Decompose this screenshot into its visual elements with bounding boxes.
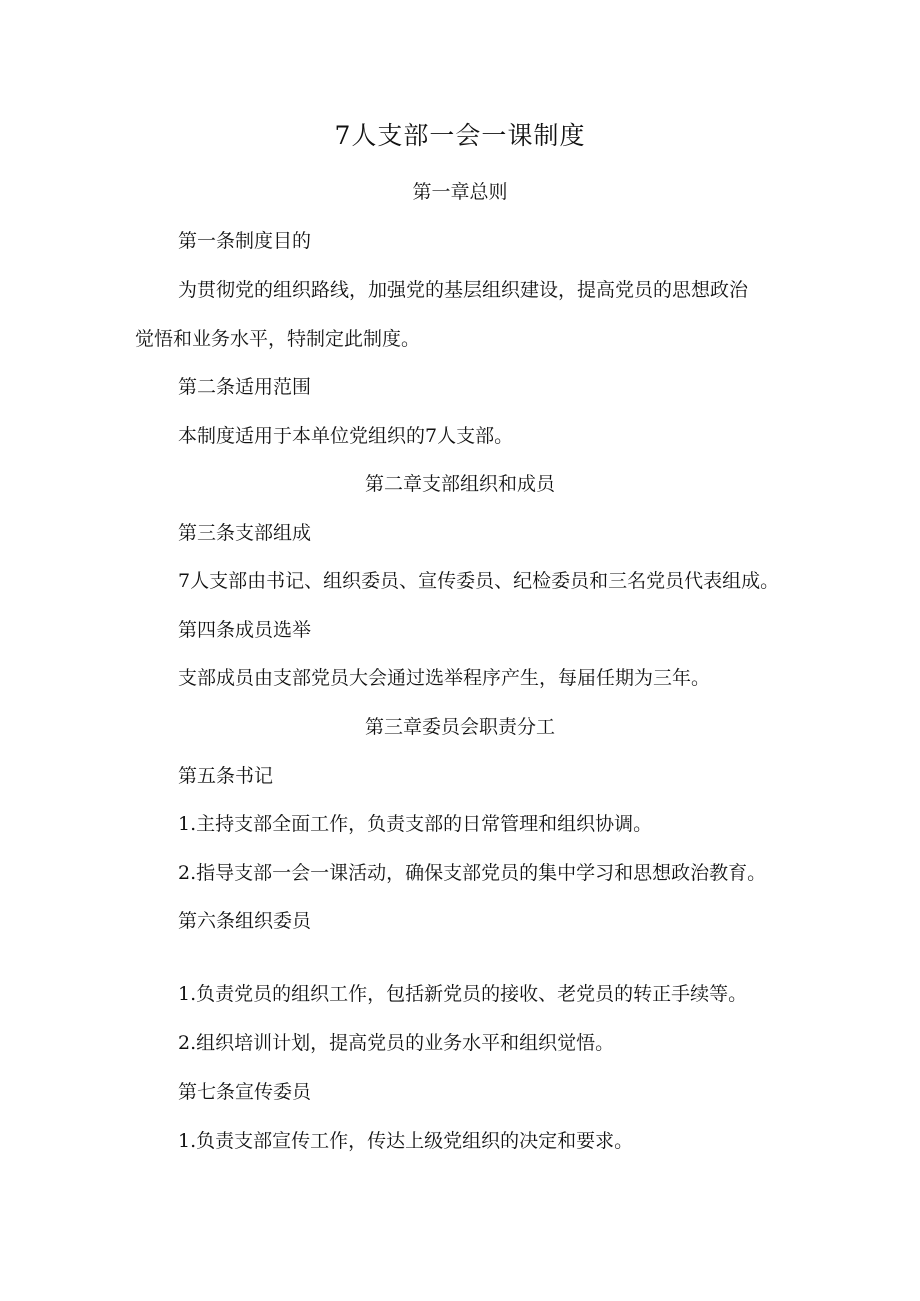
article-title-1: 第一条制度目的 bbox=[178, 230, 312, 252]
article-5-item-2: 2.指导支部一会一课活动，确保支部党员的集中学习和思想政治教育。 bbox=[178, 862, 767, 884]
article-text-2: 本制度适用于本单位党组织的7人支部。 bbox=[178, 425, 514, 447]
article-title-2: 第二条适用范围 bbox=[178, 376, 312, 398]
article-title-3: 第三条支部组成 bbox=[178, 522, 312, 544]
article-text-1-line-2: 觉悟和业务水平，特制定此制度。 bbox=[135, 328, 421, 350]
article-title-4: 第四条成员选举 bbox=[178, 619, 312, 641]
article-7-item-1: 1.负责支部宣传工作，传达上级党组织的决定和要求。 bbox=[178, 1130, 634, 1152]
article-text-4: 支部成员由支部党员大会通过选举程序产生，每届任期为三年。 bbox=[178, 667, 711, 689]
article-6-item-2: 2.组织培训计划，提高党员的业务水平和组织觉悟。 bbox=[178, 1032, 615, 1054]
article-text-3: 7人支部由书记、组织委员、宣传委员、纪检委员和三名党员代表组成。 bbox=[178, 570, 780, 592]
article-title-7: 第七条宣传委员 bbox=[178, 1081, 312, 1103]
article-title-6: 第六条组织委员 bbox=[178, 910, 312, 932]
chapter-heading-1: 第一章总则 bbox=[412, 181, 508, 203]
article-text-1-line-1: 为贯彻党的组织路线，加强党的基层组织建设，提高党员的思想政治 bbox=[178, 279, 749, 301]
article-6-item-1: 1.负责党员的组织工作，包括新党员的接收、老党员的转正手续等。 bbox=[178, 983, 748, 1005]
article-title-5: 第五条书记 bbox=[178, 765, 274, 787]
article-5-item-1: 1.主持支部全面工作，负责支部的日常管理和组织协调。 bbox=[178, 813, 653, 835]
document-title: 7人支部一会一课制度 bbox=[334, 121, 586, 150]
chapter-heading-2: 第二章支部组织和成员 bbox=[364, 473, 555, 495]
chapter-heading-3: 第三章委员会职责分工 bbox=[364, 716, 555, 738]
